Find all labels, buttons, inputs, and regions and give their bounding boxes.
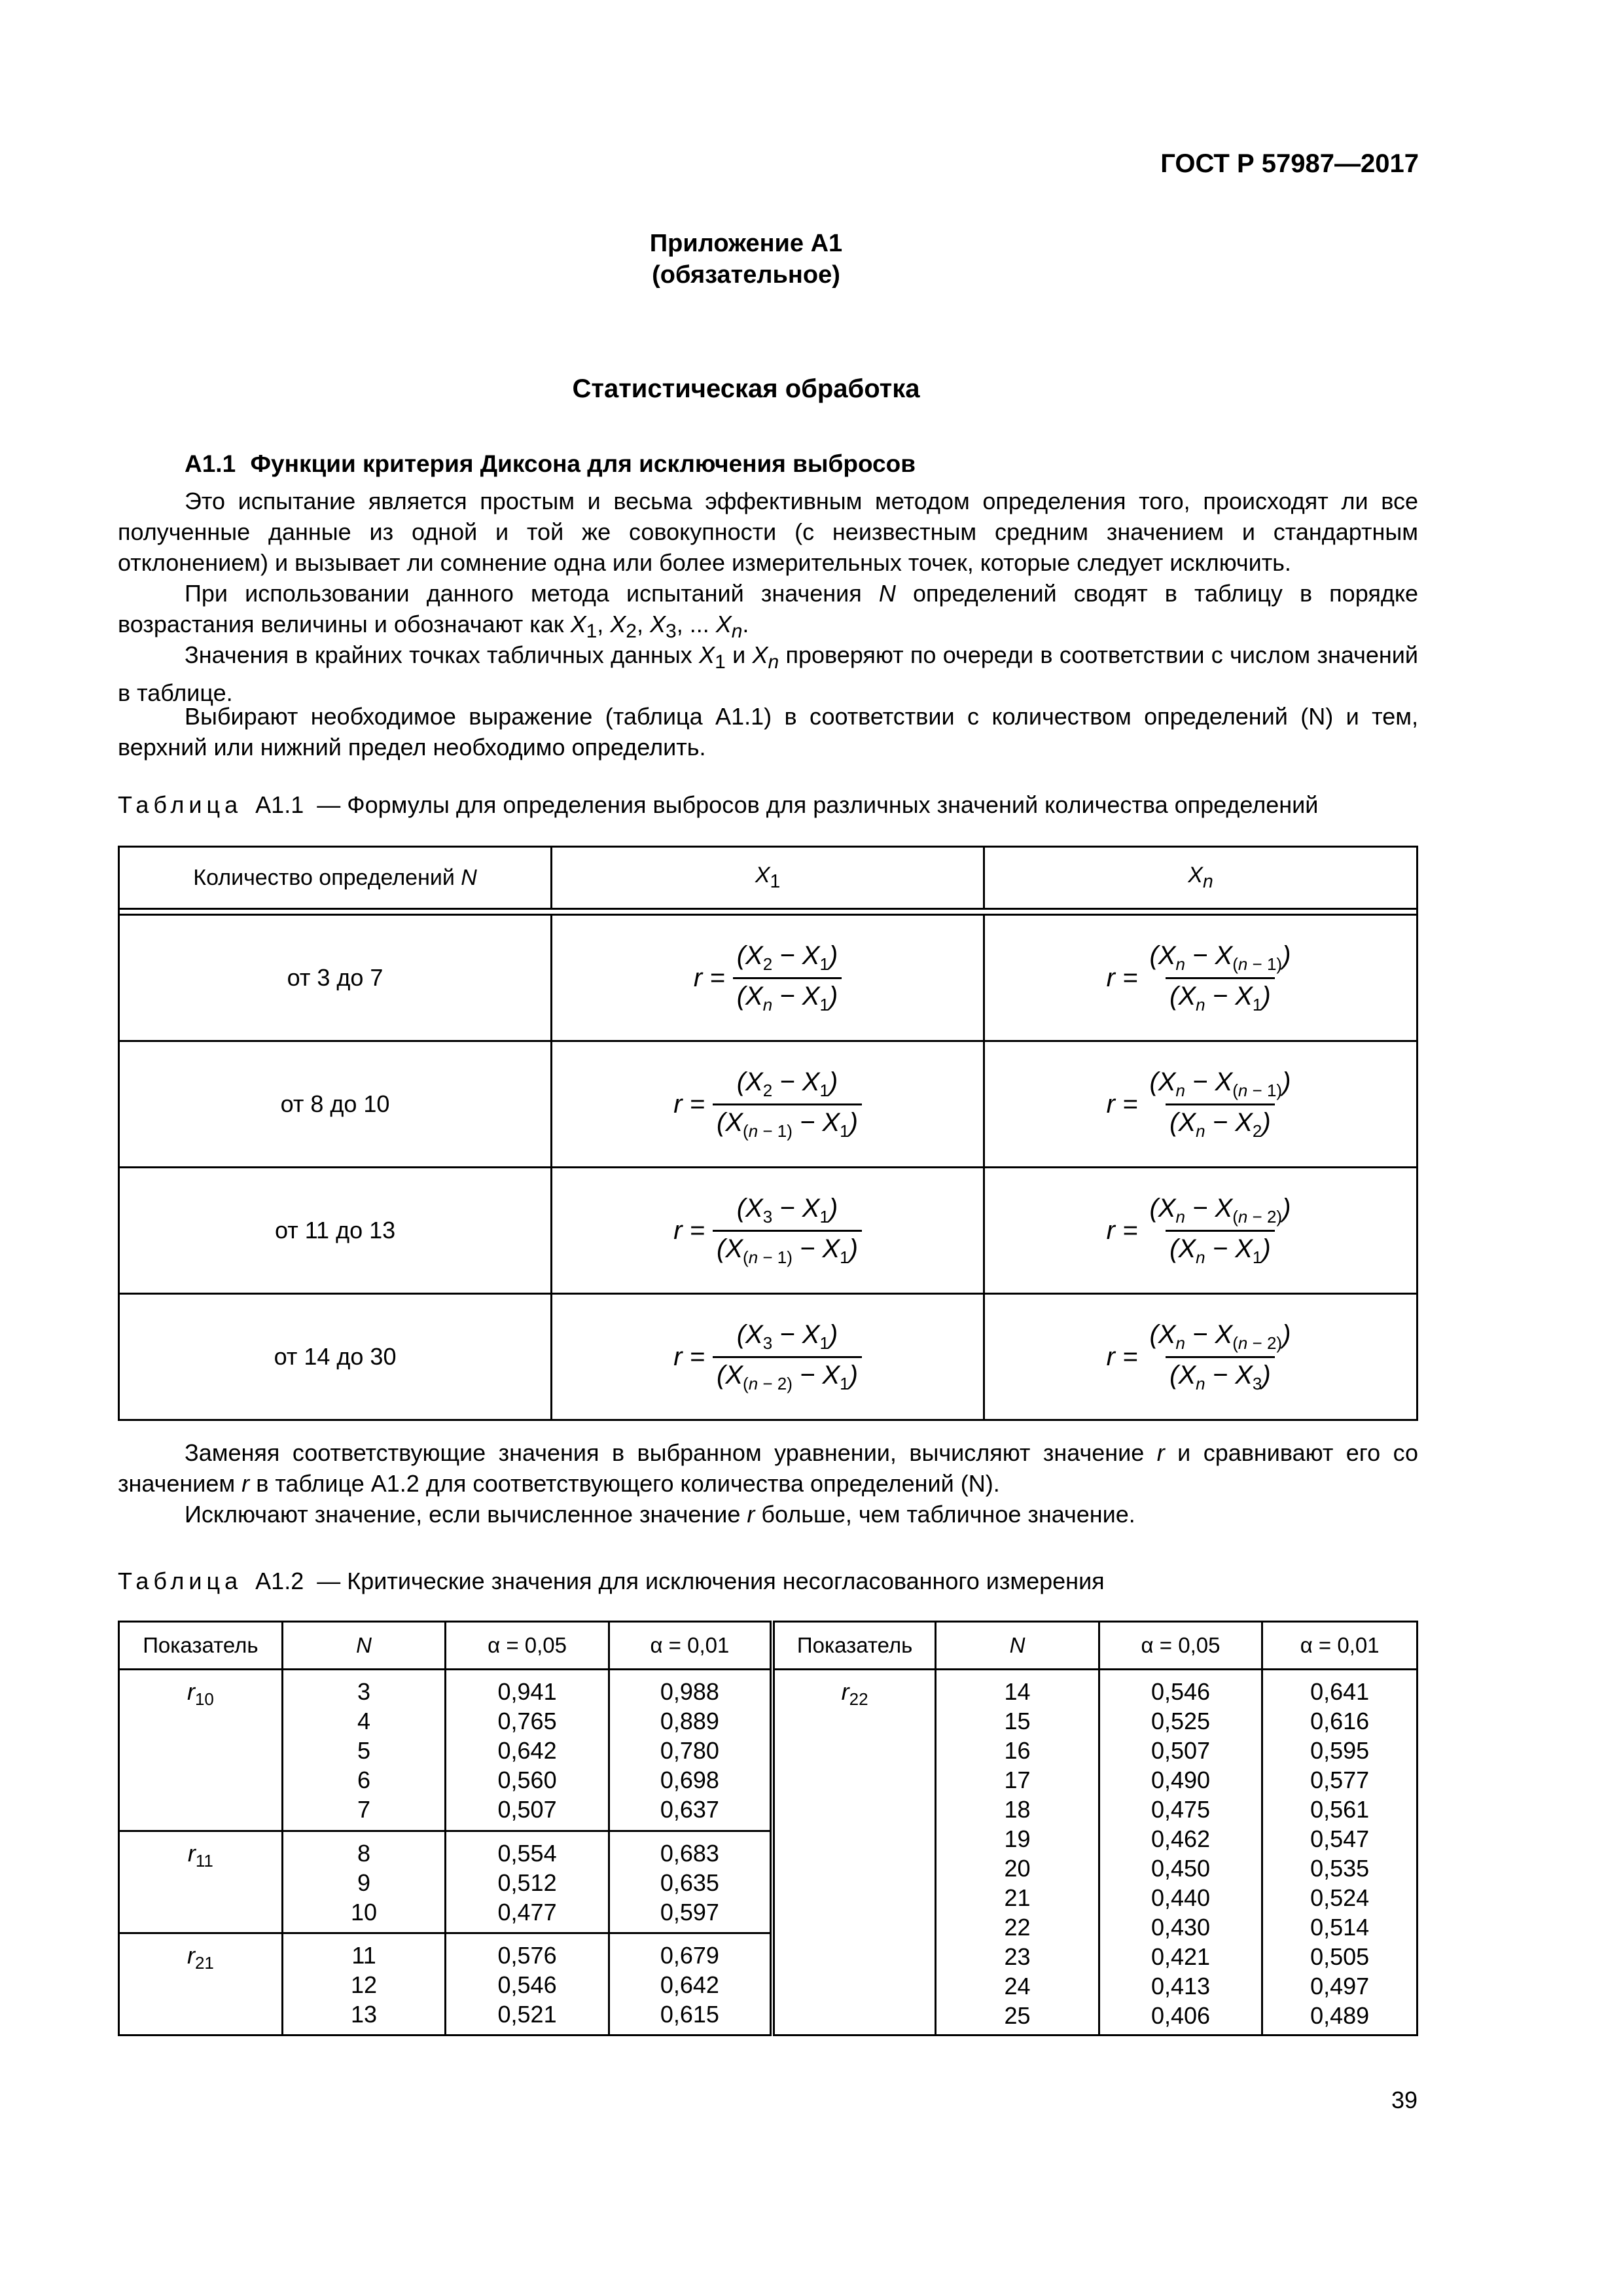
annex-status: (обязательное): [652, 261, 840, 289]
formula-cell: r = $\frac{(X_2 - X_1)}{(X_n - X_1)}$: [552, 915, 984, 1041]
range-cell: от 8 до 10: [119, 1041, 552, 1168]
paragraph-1: Это испытание является простым и весьма эффективным методом определения того, происходят ли все полученные данные из одной и той же совокупности (с неизвестным средним значением и стандартным отклонением) и вызывает ли сомнение одна или более измерительных точек, которые следует исключить.: [118, 488, 1418, 576]
alpha-005-values: 0,941 0,765 0,642 0,560 0,507: [446, 1670, 609, 1831]
indicator-cell: $r_{22}$: [772, 1670, 936, 2036]
table1-header-row: [119, 847, 1418, 909]
formula-cell: r = $\frac{(X_2 - X_1)}{(X_{(n - 1)} - X_1)}$: [552, 1041, 984, 1168]
page-number: 39: [1391, 2087, 1418, 2113]
table-a1-2: [118, 1621, 1418, 2036]
header-cell: Показатель: [772, 1622, 936, 1670]
formula-cell: r = $\frac{(X_n - X_{(n - 1)})}{(X_n - X_1)}$: [984, 915, 1418, 1041]
formula-cell: r = $\frac{(X_3 - X_1)}{(X_{(n - 1)} - X_1)}$: [552, 1168, 984, 1294]
paragraph-4: Выбирают необходимое выражение (таблица А1.1) в соответствии с количеством определений (N) и тем, верхний или нижний предел необходимо определить.: [118, 703, 1418, 761]
paragraph-3: Значения в крайних точках табличных данных $X_1$ и $X_n$ проверяют по очереди в соответствии с числом значений в таблице.: [118, 641, 1418, 707]
table1-header-count: Количество определений N: [119, 847, 552, 909]
annex-number: Приложение А1: [649, 230, 843, 257]
table1-header-x1: $X_1$: [552, 847, 984, 909]
n-values: 11 12 13: [282, 1933, 445, 2036]
subsection-number: А1.1: [185, 450, 236, 477]
n-values: 3 4 5 6 7: [282, 1670, 445, 1831]
header-cell: α = 0,05: [1099, 1622, 1262, 1670]
subsection-title: Функции критерия Диксона для исключения выбросов: [250, 450, 916, 477]
table1-caption: Таблица А1.1 — Формулы для определения выбросов для различных значений количества определений: [118, 791, 1319, 818]
range-cell: от 14 до 30: [119, 1294, 552, 1420]
n-values: 14 15 16 17 18 19 20 21 22 23 24 25: [936, 1670, 1099, 2036]
indicator-cell: $r_{10}$: [119, 1670, 283, 1831]
header-cell: α = 0,05: [446, 1622, 609, 1670]
table1-header-xn: $X_n$: [984, 847, 1418, 909]
table-row: [119, 1670, 1418, 1831]
formula-cell: r = $\frac{(X_n - X_{(n - 1)})}{(X_n - X_2)}$: [984, 1041, 1418, 1168]
n-values: 8 9 10: [282, 1831, 445, 1933]
annex-title: [0, 228, 1558, 291]
alpha-001-values: 0,641 0,616 0,595 0,577 0,561 0,547 0,535 0,524 0,514 0,505 0,497 0,489: [1262, 1670, 1418, 2036]
header-cell: Показатель: [119, 1622, 283, 1670]
table-row: [119, 1041, 1418, 1168]
alpha-005-values: 0,546 0,525 0,507 0,490 0,475 0,462 0,450 0,440 0,430 0,421 0,413 0,406: [1099, 1670, 1262, 2036]
paragraph-5: Заменяя соответствующие значения в выбранном уравнении, вычисляют значение r и сравнивают его со значением r в таблице А1.2 для соответствующего количества определений (N).: [118, 1439, 1419, 1497]
indicator-cell: $r_{11}$: [119, 1831, 283, 1933]
table2-header-row: [119, 1622, 1418, 1670]
range-cell: от 3 до 7: [119, 915, 552, 1041]
header-cell: N: [282, 1622, 445, 1670]
table-row: [119, 915, 1418, 1041]
subsection-heading: [185, 450, 916, 478]
section-title: Статистическая обработка: [572, 374, 920, 403]
document-id: ГОСТ Р 57987—2017: [1160, 149, 1419, 178]
alpha-001-values: 0,683 0,635 0,597: [609, 1831, 772, 1933]
table2-caption: Таблица А1.2 — Критические значения для исключения несогласованного измерения: [118, 1568, 1105, 1594]
indicator-cell: $r_{21}$: [119, 1933, 283, 2036]
header-cell: α = 0,01: [1262, 1622, 1418, 1670]
table-row: [119, 1294, 1418, 1420]
paragraph-2: При использовании данного метода испытаний значения N определений сводят в таблицу в порядке возрастания величины и обозначают как $X_1$, $X_2$, $X_3$, ... $X_n$.: [118, 580, 1418, 643]
alpha-001-values: 0,679 0,642 0,615: [609, 1933, 772, 2036]
formula-cell: r = $\frac{(X_3 - X_1)}{(X_{(n - 2)} - X_1)}$: [552, 1294, 984, 1420]
alpha-001-values: 0,988 0,889 0,780 0,698 0,637: [609, 1670, 772, 1831]
alpha-005-values: 0,554 0,512 0,477: [446, 1831, 609, 1933]
table-a1-1: [118, 846, 1418, 1421]
paragraph-6: Исключают значение, если вычисленное значение r больше, чем табличное значение.: [185, 1501, 1135, 1528]
formula-cell: r = $\frac{(X_n - X_{(n - 2)})}{(X_n - X_3)}$: [984, 1294, 1418, 1420]
header-cell: N: [936, 1622, 1099, 1670]
table-row: [119, 1168, 1418, 1294]
header-cell: α = 0,01: [609, 1622, 772, 1670]
alpha-005-values: 0,576 0,546 0,521: [446, 1933, 609, 2036]
formula-cell: r = $\frac{(X_n - X_{(n - 2)})}{(X_n - X_1)}$: [984, 1168, 1418, 1294]
range-cell: от 11 до 13: [119, 1168, 552, 1294]
